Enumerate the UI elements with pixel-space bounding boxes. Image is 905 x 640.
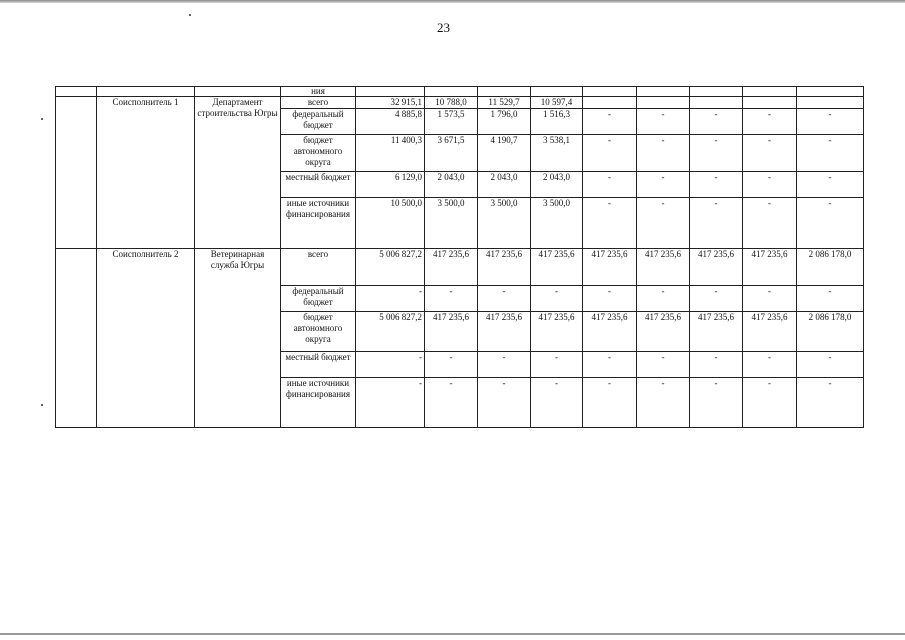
value-cell: - — [356, 378, 425, 428]
value-cell: - — [637, 352, 690, 378]
value-cell: - — [690, 352, 743, 378]
value-cell: - — [356, 352, 425, 378]
value-cell: - — [690, 378, 743, 428]
header-fragment-cell: ния — [281, 87, 356, 97]
value-cell: 417 235,6 — [690, 312, 743, 352]
value-cell — [797, 97, 864, 109]
value-cell: 417 235,6 — [637, 249, 690, 286]
value-cell: 10 597,4 — [531, 97, 583, 109]
value-cell: 2 086 178,0 — [797, 249, 864, 286]
value-cell: - — [583, 135, 637, 172]
value-cell: 3 538,1 — [531, 135, 583, 172]
value-cell: - — [690, 286, 743, 312]
funding-source-cell: федеральный бюджет — [281, 286, 356, 312]
value-cell: 3 500,0 — [425, 198, 478, 249]
value-cell: - — [637, 378, 690, 428]
value-cell: 2 086 178,0 — [797, 312, 864, 352]
executor-cell: Соисполнитель 1 — [97, 97, 195, 249]
value-cell: - — [797, 352, 864, 378]
value-cell: 5 006 827,2 — [356, 312, 425, 352]
value-cell: 5 006 827,2 — [356, 249, 425, 286]
value-cell: 1 573,5 — [425, 109, 478, 135]
value-cell: 417 235,6 — [583, 312, 637, 352]
value-cell: - — [637, 135, 690, 172]
value-cell: 32 915,1 — [356, 97, 425, 109]
value-cell: - — [583, 172, 637, 198]
funding-source-cell: всего — [281, 249, 356, 286]
executor-cell: Соисполнитель 2 — [97, 249, 195, 428]
value-cell: - — [690, 198, 743, 249]
value-cell: 417 235,6 — [583, 249, 637, 286]
value-cell: 417 235,6 — [743, 249, 797, 286]
value-cell: 3 500,0 — [531, 198, 583, 249]
value-cell: 6 129,0 — [356, 172, 425, 198]
organization-cell: Департамент строительства Югры — [195, 97, 281, 249]
value-cell: 417 235,6 — [425, 312, 478, 352]
blank-cell — [56, 97, 97, 249]
value-cell: - — [583, 378, 637, 428]
value-cell: - — [425, 378, 478, 428]
value-cell: - — [425, 352, 478, 378]
value-cell: 2 043,0 — [425, 172, 478, 198]
value-cell: - — [797, 198, 864, 249]
value-cell: 2 043,0 — [478, 172, 531, 198]
value-cell: 417 235,6 — [478, 249, 531, 286]
value-cell — [743, 97, 797, 109]
value-cell: - — [583, 352, 637, 378]
funding-source-cell: местный бюджет — [281, 172, 356, 198]
table-row — [56, 97, 864, 109]
scan-speck — [41, 404, 43, 406]
value-cell: - — [637, 172, 690, 198]
value-cell: 417 235,6 — [690, 249, 743, 286]
value-cell: - — [743, 198, 797, 249]
page-number: 23 — [437, 20, 450, 35]
value-cell: - — [743, 109, 797, 135]
value-cell: 11 400,3 — [356, 135, 425, 172]
value-cell: 1 516,3 — [531, 109, 583, 135]
value-cell: 417 235,6 — [743, 312, 797, 352]
budget-table — [55, 86, 864, 428]
header-fragment-row — [56, 87, 864, 97]
funding-source-cell: иные источники финансирования — [281, 198, 356, 249]
funding-source-cell: местный бюджет — [281, 352, 356, 378]
value-cell: - — [743, 286, 797, 312]
value-cell — [583, 97, 637, 109]
value-cell: 417 235,6 — [531, 249, 583, 286]
value-cell: - — [478, 286, 531, 312]
value-cell — [637, 97, 690, 109]
value-cell: 417 235,6 — [531, 312, 583, 352]
table-body — [56, 87, 864, 428]
funding-source-cell: федеральный бюджет — [281, 109, 356, 135]
scan-top-edge — [0, 0, 905, 3]
table-row — [56, 249, 864, 286]
value-cell: 10 500,0 — [356, 198, 425, 249]
value-cell: - — [637, 109, 690, 135]
value-cell: - — [583, 286, 637, 312]
value-cell: - — [797, 109, 864, 135]
value-cell: - — [425, 286, 478, 312]
value-cell: - — [637, 198, 690, 249]
blank-cell — [56, 249, 97, 428]
value-cell: 2 043,0 — [531, 172, 583, 198]
value-cell: 417 235,6 — [637, 312, 690, 352]
value-cell: - — [797, 135, 864, 172]
value-cell: 10 788,0 — [425, 97, 478, 109]
value-cell: 3 671,5 — [425, 135, 478, 172]
funding-source-cell: бюджет автономного округа — [281, 135, 356, 172]
value-cell: 4 190,7 — [478, 135, 531, 172]
value-cell: - — [797, 378, 864, 428]
value-cell: - — [531, 286, 583, 312]
value-cell — [690, 97, 743, 109]
value-cell: - — [531, 378, 583, 428]
value-cell: - — [583, 109, 637, 135]
value-cell: - — [690, 172, 743, 198]
value-cell: - — [690, 109, 743, 135]
value-cell: - — [478, 352, 531, 378]
value-cell: - — [797, 286, 864, 312]
value-cell: - — [637, 286, 690, 312]
value-cell: - — [797, 172, 864, 198]
value-cell: - — [356, 286, 425, 312]
scan-bottom-edge — [0, 633, 905, 635]
organization-cell: Ветеринарная служба Югры — [195, 249, 281, 428]
scan-speck — [189, 14, 191, 16]
value-cell: - — [743, 172, 797, 198]
value-cell: 3 500,0 — [478, 198, 531, 249]
value-cell: - — [743, 352, 797, 378]
funding-source-cell: всего — [281, 97, 356, 109]
value-cell: - — [690, 135, 743, 172]
value-cell: - — [743, 135, 797, 172]
value-cell: 11 529,7 — [478, 97, 531, 109]
value-cell: - — [583, 198, 637, 249]
value-cell: - — [743, 378, 797, 428]
value-cell: - — [531, 352, 583, 378]
value-cell: 417 235,6 — [478, 312, 531, 352]
value-cell: - — [478, 378, 531, 428]
value-cell: 4 885,8 — [356, 109, 425, 135]
funding-source-cell: бюджет автономного округа — [281, 312, 356, 352]
scan-speck — [41, 118, 43, 120]
value-cell: 1 796,0 — [478, 109, 531, 135]
value-cell: 417 235,6 — [425, 249, 478, 286]
funding-source-cell: иные источники финансирования — [281, 378, 356, 428]
